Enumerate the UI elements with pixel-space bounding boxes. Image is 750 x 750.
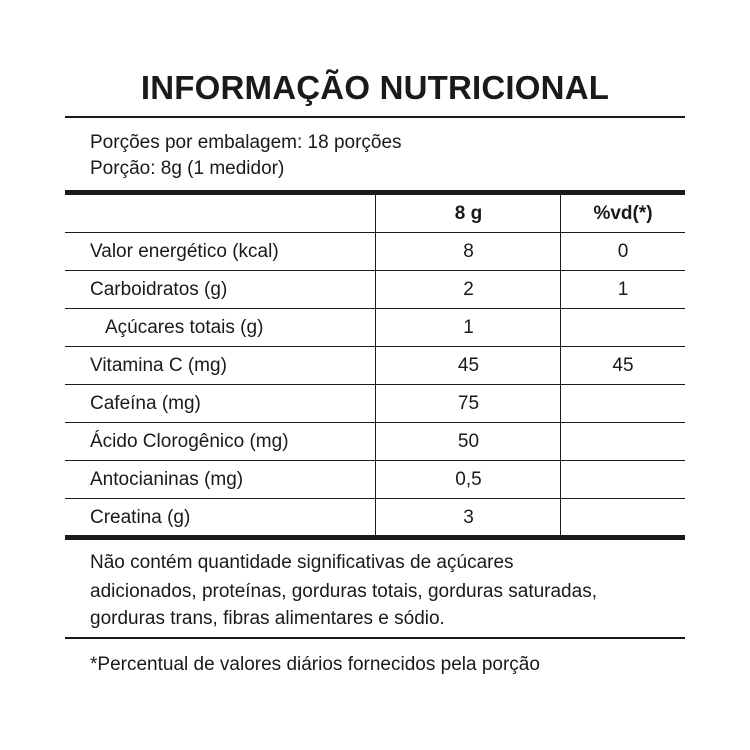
nutrient-amount: 3 bbox=[463, 507, 474, 528]
divider-thick-bottom bbox=[65, 535, 685, 540]
nutrient-label: Ácido Clorogênico (mg) bbox=[90, 431, 289, 452]
header-daily-value: %vd(*) bbox=[593, 203, 653, 224]
nutrient-label: Vitamina C (mg) bbox=[90, 355, 227, 376]
column-divider-daily-value bbox=[560, 195, 561, 537]
nutrient-daily-value: 0 bbox=[617, 241, 629, 262]
servings-per-package: Porções por embalagem: 18 porções bbox=[90, 132, 402, 153]
nutrient-label: Carboidratos (g) bbox=[90, 279, 228, 300]
nutrient-amount: 75 bbox=[457, 393, 480, 414]
nutrient-amount: 0,5 bbox=[455, 469, 482, 490]
footnote: *Percentual de valores diários fornecidos pela porção bbox=[90, 654, 540, 675]
page-title: INFORMAÇÃO NUTRICIONAL bbox=[140, 69, 610, 106]
nutrient-label: Cafeína (mg) bbox=[90, 393, 201, 414]
divider-top bbox=[65, 116, 685, 118]
note-line-3: gorduras trans, fibras alimentares e sódio. bbox=[90, 608, 445, 629]
nutrient-amount: 2 bbox=[463, 279, 474, 300]
note-line-1: Não contém quantidade significativas de açúcares bbox=[90, 552, 514, 573]
nutrient-label: Creatina (g) bbox=[90, 507, 191, 528]
nutrient-amount: 8 bbox=[463, 241, 474, 262]
nutrient-amount: 1 bbox=[463, 317, 474, 338]
column-divider-amount bbox=[375, 195, 376, 537]
divider-footnote bbox=[65, 637, 685, 639]
nutrient-amount: 45 bbox=[457, 355, 480, 376]
nutrient-daily-value: 45 bbox=[612, 355, 634, 376]
portion-size: Porção: 8g (1 medidor) bbox=[90, 158, 285, 179]
nutrient-label: Antocianinas (mg) bbox=[90, 469, 244, 490]
nutrient-label: Valor energético (kcal) bbox=[90, 241, 279, 262]
nutrient-amount: 50 bbox=[457, 431, 480, 452]
header-amount: 8 g bbox=[454, 203, 483, 224]
nutrient-daily-value: 1 bbox=[617, 279, 629, 300]
note-line-2: adicionados, proteínas, gorduras totais, gorduras saturadas, bbox=[90, 581, 597, 602]
nutrient-label: Açúcares totais (g) bbox=[105, 317, 264, 338]
